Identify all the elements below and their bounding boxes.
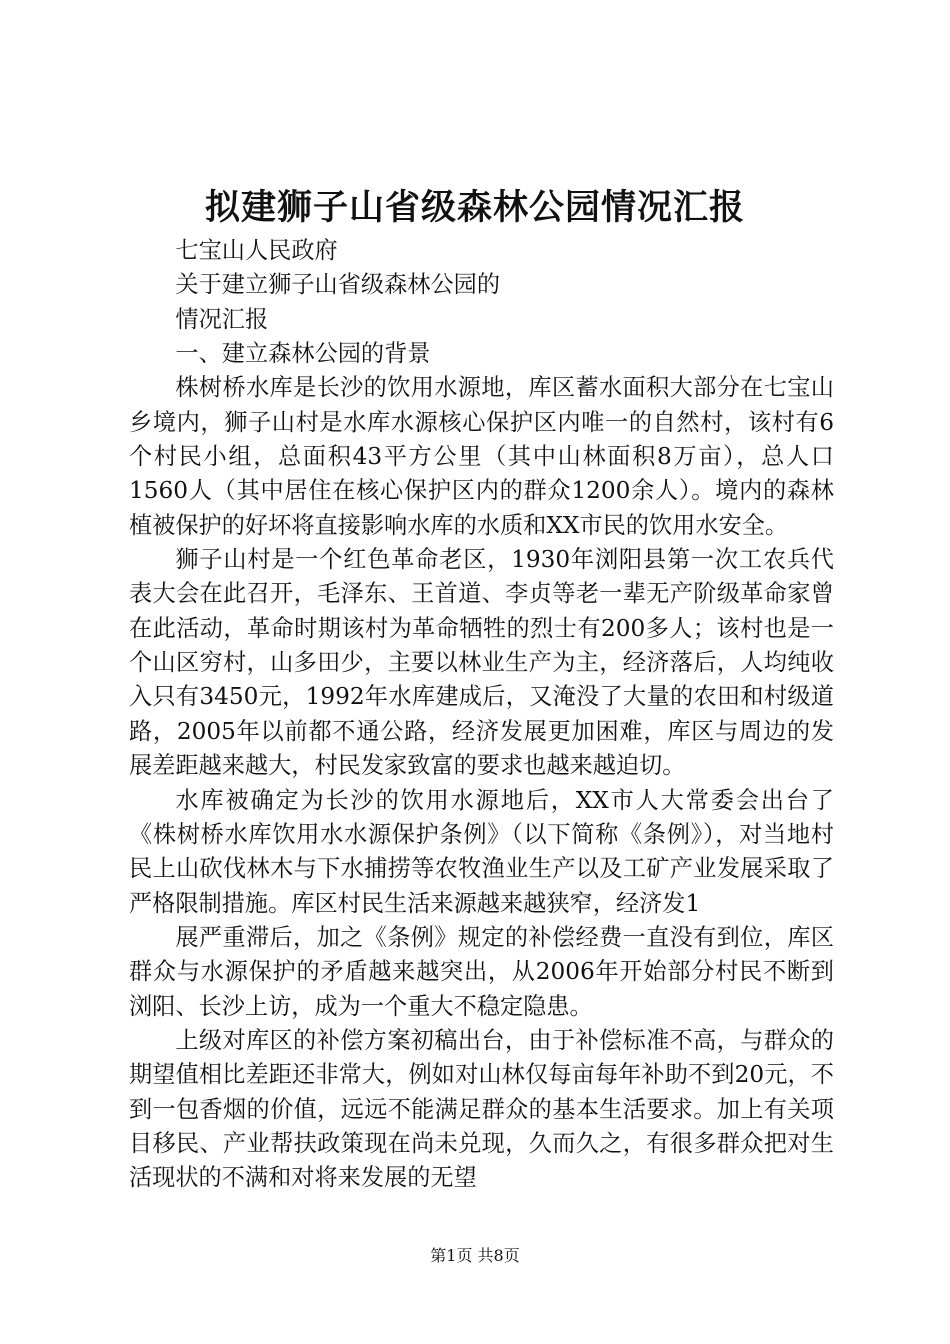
paragraph: 水库被确定为长沙的饮用水源地后，XX市人大常委会出台了《株树桥水库饮用水水源保护条例》（以下简称《条例》），对当地村民上山砍伐林木与下水捕捞等农牧渔业生产以及工矿产业发展采取了严格限制措施。库区村民生活来源越来越狭窄，经济发1: [129, 786, 834, 917]
subject-line-cont: 情况汇报: [175, 305, 269, 333]
paragraph: 展严重滞后，加之《条例》规定的补偿经费一直没有到位，库区群众与水源保护的矛盾越来越突出，从2006年开始部分村民不断到浏阳、长沙上访，成为一个重大不稳定隐患。: [129, 923, 834, 1020]
section-heading: 一、建立森林公园的背景: [175, 340, 431, 368]
paragraph: 狮子山村是一个红色革命老区，1930年浏阳县第一次工农兵代表大会在此召开，毛泽东、王首道、李贞等老一辈无产阶级革命家曾在此活动，革命时期该村为革命牺牲的烈士有200多人；该村也是一个山区穷村，山多田少，主要以林业生产为主，经济落后，人均纯收入只有3450元，1992年水库建成后，又淹没了大量的农田和村级道路，2005年以前都不通公路，经济发展更加困难，库区与周边的发展差距越来越大，村民发家致富的要求也越来越迫切。: [129, 546, 834, 780]
document-title: 拟建狮子山省级森林公园情况汇报: [204, 187, 745, 228]
document-body: [129, 234, 834, 1196]
paragraph: 株树桥水库是长沙的饮用水源地，库区蓄水面积大部分在七宝山乡境内，狮子山村是水库水源核心保护区内唯一的自然村，该村有6个村民小组，总面积43平方公里（其中山林面积8万亩），总人口1560人（其中居住在核心保护区内的群众1200余人）。境内的森林植被保护的好坏将直接影响水库的水质和XX市民的饮用水安全。: [129, 374, 834, 539]
paragraph: 上级对库区的补偿方案初稿出台，由于补偿标准不高，与群众的期望值相比差距还非常大，例如对山林仅每亩每年补助不到20元，不到一包香烟的价值，远远不能满足群众的基本生活要求。加上有关项目移民、产业帮扶政策现在尚未兑现，久而久之，有很多群众把对生活现状的不满和对将来发展的无望: [129, 1026, 834, 1192]
subject-line: 关于建立狮子山省级森林公园的: [175, 271, 501, 299]
page-footer: 第1页 共8页: [430, 1246, 520, 1265]
issuer-line: 七宝山人民政府: [175, 237, 338, 264]
